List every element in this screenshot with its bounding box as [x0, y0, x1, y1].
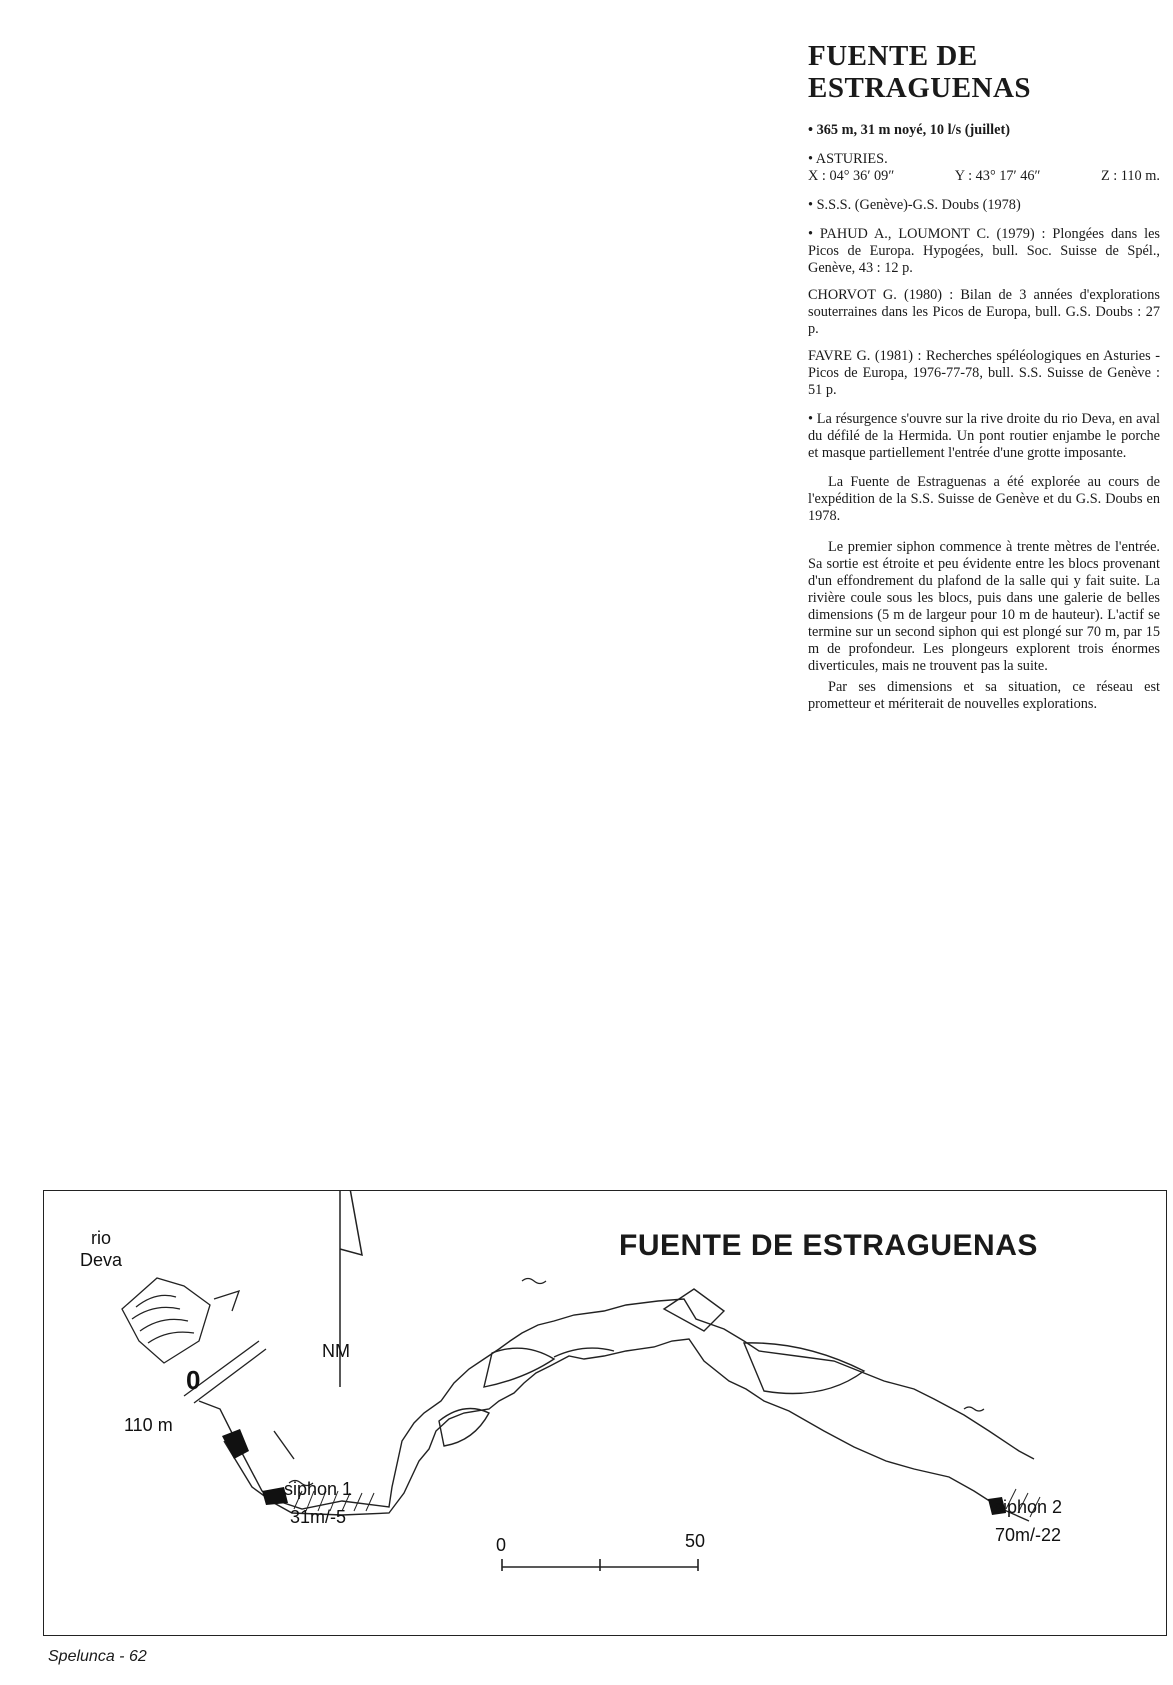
siphon1-dims: 31m/-5: [290, 1507, 347, 1527]
coord-y: Y : 43° 17′ 46″: [954, 168, 1041, 184]
scale-end: 50: [685, 1531, 706, 1551]
siphon1-name: siphon 1: [284, 1479, 353, 1499]
siphon2-label: [994, 1493, 1062, 1549]
flow-arrows: [289, 1279, 984, 1486]
exploration-paragraph: La Fuente de Estraguenas a été explorée au cours de l'expédition de la S.S. Suisse de Genève et du G.S. Doubs en 1978.: [808, 474, 1160, 524]
coordinates: [808, 168, 1160, 185]
article-title-line2: ESTRAGUENAS: [808, 72, 1032, 104]
cave-map: [43, 1190, 1167, 1636]
siphon2-dims: 70m/-22: [995, 1525, 1062, 1545]
reference-1: • PAHUD A., LOUMONT C. (1979) : Plongées dans les Picos de Europa. Hypogées, bull. Soc. Suisse de Spél., Genève, 43 : 12 p.: [808, 226, 1160, 277]
coord-x: X : 04° 36′ 09″: [808, 168, 895, 184]
scale-bar: [502, 1559, 698, 1571]
article-title-line1: FUENTE DE: [808, 40, 978, 72]
map-title: FUENTE DE ESTRAGUENAS: [619, 1229, 1038, 1262]
cave-stats: • 365 m, 31 m noyé, 10 l/s (juillet): [808, 122, 1160, 139]
region: • ASTURIES.: [808, 151, 1160, 168]
north-label: NM: [322, 1341, 350, 1361]
explorer-clubs: • S.S.S. (Genève)-G.S. Doubs (1978): [808, 197, 1160, 214]
conclusion-paragraph: Par ses dimensions et sa situation, ce réseau est prometteur et mériterait de nouvelles explorations.: [808, 679, 1160, 712]
entrance-marker: 0: [186, 1365, 201, 1395]
river-label: [80, 1227, 122, 1271]
river-label-line1: rio: [91, 1228, 112, 1248]
entrance-altitude: 110 m: [124, 1415, 173, 1435]
river-label-line2: Deva: [80, 1250, 123, 1270]
scale-start: 0: [496, 1535, 507, 1555]
coord-z: Z : 110 m.: [1100, 168, 1160, 184]
article-title: [808, 40, 1160, 104]
siphon-paragraph: Le premier siphon commence à trente mètres de l'entrée. Sa sortie est étroite et peu évidente entre les blocs provenant d'un effondrement du plafond de la salle qui y fait suite. La rivière coule sous les blocs, puis dans une galerie de belles dimensions (5 m de largeur pour 10 m de hauteur). L'actif se termine sur un second siphon qui est plongé sur 70 m, par 15 m de profondeur. Les plongeurs explorent trois énormes diverticules, mais ne trouvent pas la suite.: [808, 539, 1160, 674]
reference-3: FAVRE G. (1981) : Recherches spéléologiques en Asturies - Picos de Europa, 1976-77-78, bull. S.S. Suisse de Genève : 51 p.: [808, 348, 1160, 398]
reference-2: CHORVOT G. (1980) : Bilan de 3 années d'explorations souterraines dans les Picos de Europa, bull. G.S. Doubs : 27 p.: [808, 287, 1160, 337]
siphon2-name: siphon 2: [994, 1497, 1063, 1517]
flooded-zone: [294, 1489, 1040, 1517]
article-column: [808, 40, 1160, 717]
description-paragraph: • La résurgence s'ouvre sur la rive droite du rio Deva, en aval du défilé de la Hermida. Un pont routier enjambe le porche et masque partiellement l'entrée d'une grotte imposante.: [808, 411, 1160, 462]
page-footer: Spelunca - 62: [48, 1648, 147, 1665]
cave-location: [808, 151, 1160, 185]
siphon1-label: [284, 1475, 352, 1531]
